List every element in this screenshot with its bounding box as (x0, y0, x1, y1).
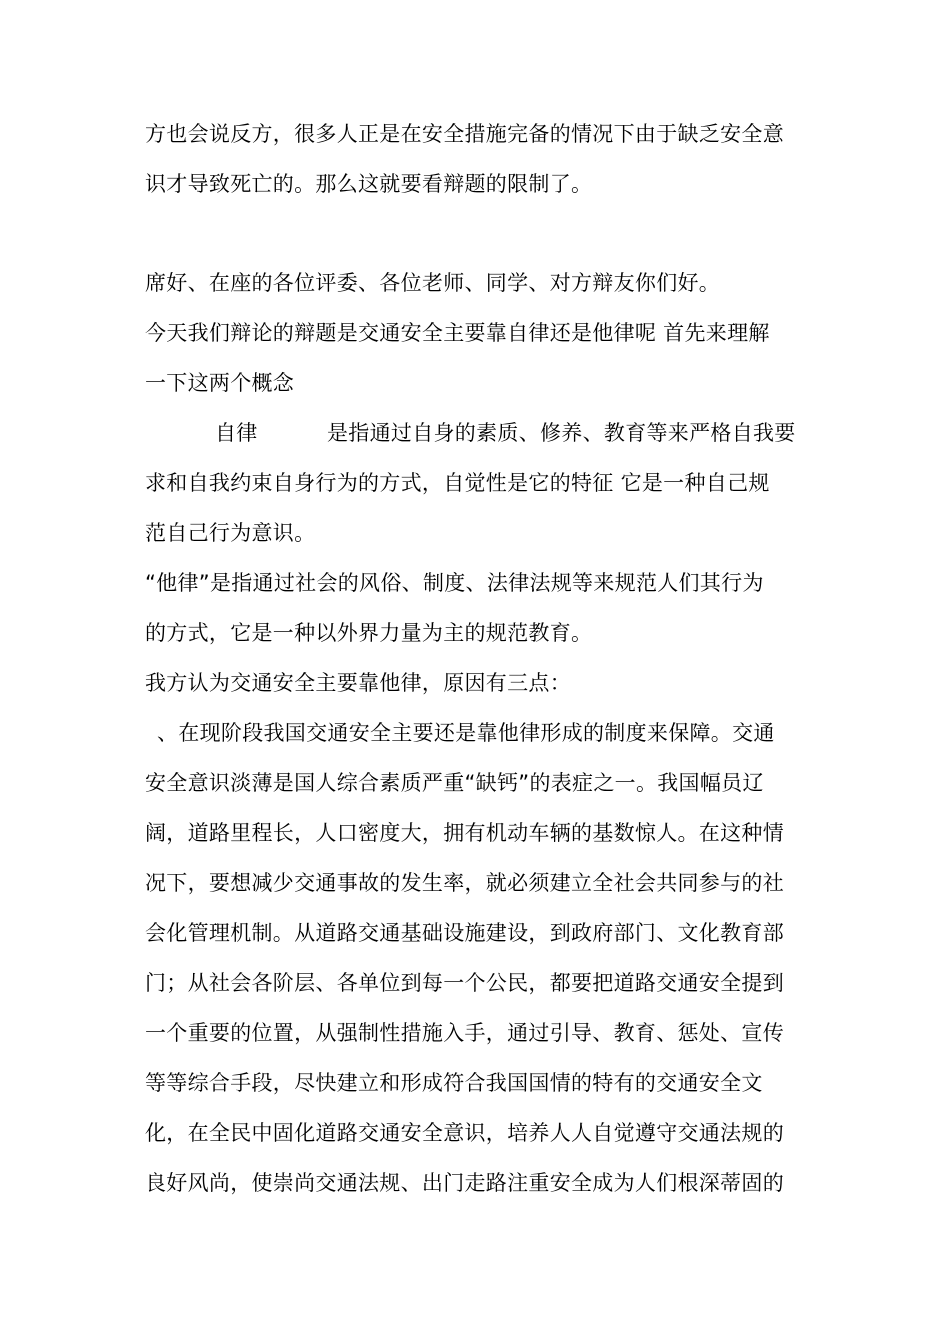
paragraph-line: 会化管理机制。从道路交通基础设施建设，到政府部门、文化教育部 (145, 921, 784, 945)
paragraph-line: 门；从社会各阶层、各单位到每一个公民，都要把道路交通安全提到 (145, 971, 784, 995)
paragraph-line: 一个重要的位置，从强制性措施入手，通过引导、教育、惩处、宣传 (145, 1021, 784, 1045)
paragraph-line: 的方式，它是一种以外界力量为主的规范教育。 (145, 621, 593, 645)
paragraph-line: 一下这两个概念 (145, 371, 295, 395)
paragraph-line: 范自己行为意识。 (145, 521, 316, 545)
paragraph-line: 方也会说反方，很多人正是在安全措施完备的情况下由于缺乏安全意 (145, 122, 784, 146)
paragraph-line: “他律”是指通过社会的风俗、制度、法律法规等来规范人们其行为 (145, 571, 764, 595)
paragraph-line: 我方认为交通安全主要靠他律，原因有三点： (145, 671, 571, 695)
paragraph-line: 安全意识淡薄是国人综合素质严重“缺钙”的表症之一。我国幅员辽 (145, 771, 764, 795)
paragraph-line: 阔，道路里程长，人口密度大，拥有机动车辆的基数惊人。在这种情 (145, 821, 784, 845)
paragraph-line: 、在现阶段我国交通安全主要还是靠他律形成的制度来保障。交通 (157, 721, 775, 745)
paragraph-line: 化，在全民中固化道路交通安全意识，培养人人自觉遵守交通法规的 (145, 1121, 784, 1145)
paragraph-line: 识才导致死亡的。那么这就要看辩题的限制了。 (145, 172, 593, 196)
paragraph-line: 况下，要想减少交通事故的发生率，就必须建立全社会共同参与的社 (145, 871, 784, 895)
paragraph-line: 求和自我约束自身行为的方式，自觉性是它的特征 它是一种自己规 (145, 471, 770, 495)
paragraph-line: 等等综合手段，尽快建立和形成符合我国国情的特有的交通安全文 (145, 1071, 763, 1095)
paragraph-line: 良好风尚，使崇尚交通法规、出门走路注重安全成为人们根深蒂固的 (145, 1171, 784, 1195)
paragraph-line: 今天我们辩论的辩题是交通安全主要靠自律还是他律呢 首先来理解 (145, 321, 770, 345)
paragraph-line: 是指通过自身的素质、修养、教育等来严格自我要 (327, 421, 796, 445)
term-self-discipline: 自律 (215, 421, 258, 445)
paragraph-line: 席好、在座的各位评委、各位老师、同学、对方辩友你们好。 (145, 271, 721, 295)
